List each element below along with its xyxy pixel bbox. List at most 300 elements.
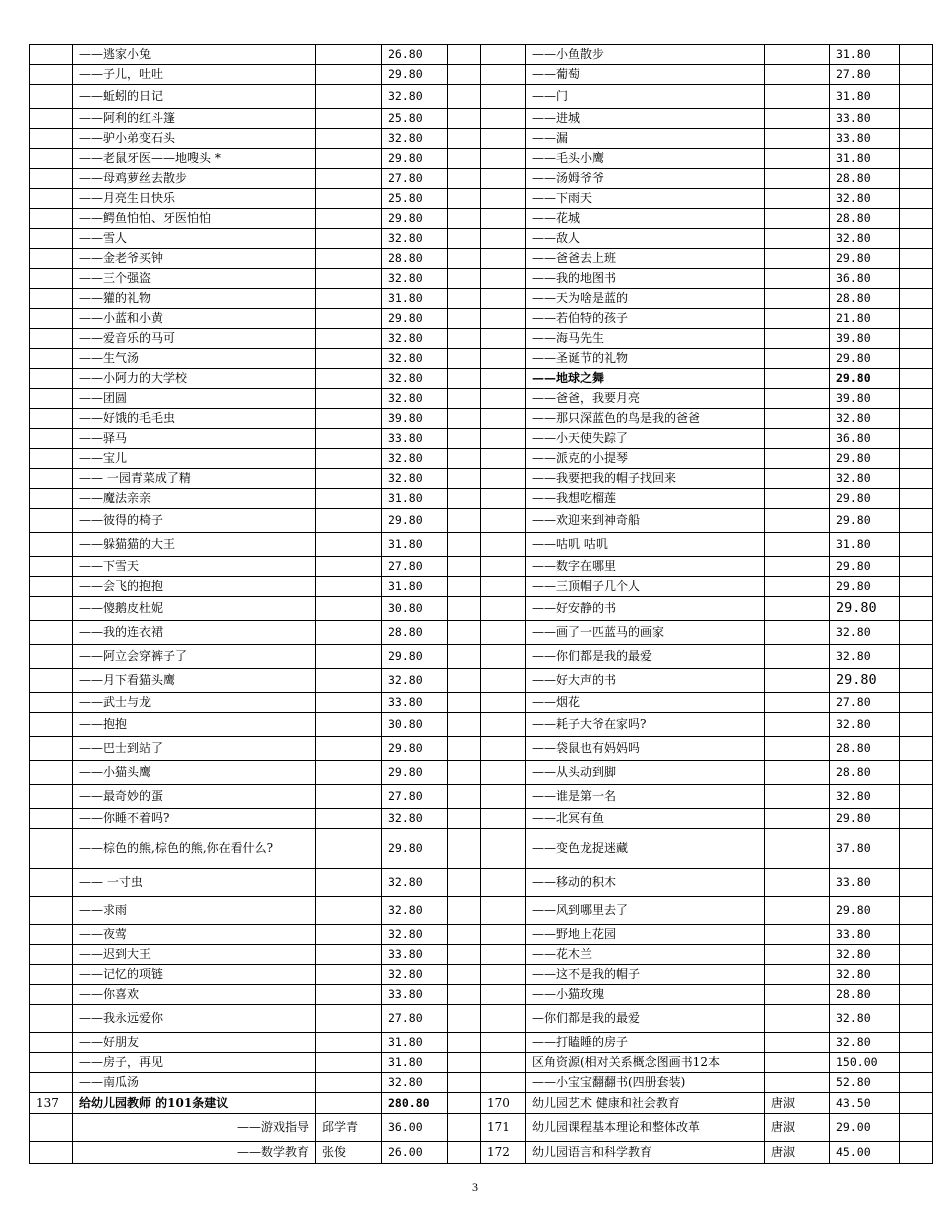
right-author-cell [765,577,830,597]
right-title-cell: 幼儿园艺术 健康和社会教育 [526,1093,765,1114]
left-author-cell [316,249,382,269]
table-row [30,109,933,129]
table-row [30,669,933,693]
left-blank-cell [448,369,481,389]
left-number-cell [30,85,73,109]
right-author-cell [765,509,830,533]
left-blank-cell [448,409,481,429]
left-author-cell [316,669,382,693]
right-title-cell: ——移动的积木 [526,869,765,897]
left-blank-cell [448,449,481,469]
right-number-cell [481,369,526,389]
left-number-cell [30,65,73,85]
right-author-cell [765,369,830,389]
left-price-cell: 26.80 [382,45,448,65]
table-row [30,129,933,149]
right-number-cell [481,621,526,645]
right-number-cell [481,329,526,349]
right-blank-cell [900,737,933,761]
left-author-cell [316,149,382,169]
left-price-cell: 31.80 [382,1053,448,1073]
left-blank-cell [448,1093,481,1114]
left-blank-cell [448,309,481,329]
right-title-cell: ——那只深蓝色的鸟是我的爸爸 [526,409,765,429]
right-price-cell: 36.80 [830,429,900,449]
right-author-cell [765,597,830,621]
left-title-cell: ——好饿的毛毛虫 [73,409,316,429]
right-price-cell: 29.80 [830,557,900,577]
right-blank-cell [900,869,933,897]
left-title-cell: ——下雪天 [73,557,316,577]
left-price-cell: 39.80 [382,409,448,429]
left-title-cell: ——金老爷买钟 [73,249,316,269]
right-price-cell: 33.80 [830,925,900,945]
right-price-cell: 29.80 [830,449,900,469]
table-row [30,269,933,289]
right-number-cell [481,693,526,713]
right-blank-cell [900,621,933,645]
right-blank-cell [900,597,933,621]
right-price-cell: 32.80 [830,785,900,809]
left-title-cell: ——子儿，吐吐 [73,65,316,85]
left-author-cell [316,1005,382,1033]
left-price-cell: 31.80 [382,577,448,597]
right-blank-cell [900,985,933,1005]
right-title-cell: ——漏 [526,129,765,149]
left-number-cell [30,309,73,329]
right-title-cell: ——小鱼散步 [526,45,765,65]
left-number-cell [30,809,73,829]
right-blank-cell [900,1142,933,1164]
left-number-cell [30,1114,73,1142]
right-number-cell [481,469,526,489]
right-price-cell: 32.80 [830,409,900,429]
left-title-cell: ——蚯蚓的日记 [73,85,316,109]
right-author-cell [765,469,830,489]
left-blank-cell [448,209,481,229]
left-blank-cell [448,737,481,761]
right-author-cell [765,389,830,409]
left-title-cell: 给幼儿园教师 的101条建议 [73,1093,316,1114]
right-price-cell: 150.00 [830,1053,900,1073]
right-blank-cell [900,1114,933,1142]
right-number-cell [481,45,526,65]
right-number-cell [481,925,526,945]
left-title-cell: ——好朋友 [73,1033,316,1053]
left-author-cell [316,509,382,533]
left-blank-cell [448,289,481,309]
left-author-cell [316,45,382,65]
left-blank-cell [448,169,481,189]
right-blank-cell [900,897,933,925]
right-title-cell: 区角资源(相对关系概念图画书12本 [526,1053,765,1073]
left-number-cell [30,429,73,449]
right-number-cell [481,509,526,533]
left-title-cell: ——你睡不着吗? [73,809,316,829]
left-author-cell [316,189,382,209]
left-title-cell: ——房子，再见 [73,1053,316,1073]
right-author-cell [765,409,830,429]
right-title-cell: 幼儿园课程基本理论和整体改革 [526,1114,765,1142]
left-title-cell: ——武士与龙 [73,693,316,713]
right-author-cell [765,229,830,249]
left-title-cell: ——爱音乐的马可 [73,329,316,349]
right-price-cell: 32.80 [830,189,900,209]
right-blank-cell [900,85,933,109]
right-author-cell: 唐淑 [765,1142,830,1164]
right-author-cell [765,669,830,693]
right-title-cell: ——欢迎来到神奇船 [526,509,765,533]
right-blank-cell [900,169,933,189]
right-price-cell: 33.80 [830,869,900,897]
table-row [30,737,933,761]
right-number-cell [481,1053,526,1073]
left-author-cell [316,289,382,309]
left-price-cell: 29.80 [382,645,448,669]
right-title-cell: ——好大声的书 [526,669,765,693]
right-blank-cell [900,269,933,289]
right-blank-cell [900,829,933,869]
right-price-cell: 29.80 [830,369,900,389]
table-row [30,489,933,509]
left-price-cell: 32.80 [382,85,448,109]
right-title-cell: ——你们都是我的最爱 [526,645,765,669]
left-author-cell [316,557,382,577]
left-price-cell: 32.80 [382,897,448,925]
table-row [30,577,933,597]
left-title-cell: ——阿立会穿裤子了 [73,645,316,669]
right-number-cell [481,65,526,85]
left-blank-cell [448,1114,481,1142]
left-price-cell: 32.80 [382,349,448,369]
left-blank-cell [448,809,481,829]
right-number-cell [481,409,526,429]
left-number-cell [30,449,73,469]
right-author-cell [765,45,830,65]
left-author-cell [316,129,382,149]
left-author-cell [316,369,382,389]
right-number-cell [481,129,526,149]
right-title-cell: ——袋鼠也有妈妈吗 [526,737,765,761]
table-row [30,65,933,85]
right-blank-cell [900,289,933,309]
left-number-cell [30,209,73,229]
right-number-cell [481,869,526,897]
left-title-cell: ——逃家小兔 [73,45,316,65]
left-author-cell [316,533,382,557]
right-number-cell [481,597,526,621]
left-author-cell [316,169,382,189]
left-price-cell: 32.80 [382,329,448,349]
left-number-cell [30,557,73,577]
left-title-cell: ——会飞的抱抱 [73,577,316,597]
left-title-cell: —— 一寸虫 [73,869,316,897]
right-title-cell: ——野地上花园 [526,925,765,945]
right-author-cell [765,129,830,149]
left-price-cell: 280.80 [382,1093,448,1114]
right-title-cell: ——天为啥是蓝的 [526,289,765,309]
right-author-cell [765,533,830,557]
right-title-cell: ——地球之舞 [526,369,765,389]
right-blank-cell [900,785,933,809]
left-price-cell: 25.80 [382,189,448,209]
right-number-cell [481,269,526,289]
right-title-cell: ——爸爸，我要月亮 [526,389,765,409]
left-blank-cell [448,965,481,985]
right-number-cell: 171 [481,1114,526,1142]
table-row [30,309,933,329]
left-author-cell [316,693,382,713]
right-title-cell: ——我想吃榴莲 [526,489,765,509]
left-number-cell [30,1073,73,1093]
left-blank-cell [448,945,481,965]
left-blank-cell [448,129,481,149]
left-price-cell: 27.80 [382,557,448,577]
left-price-cell: 28.80 [382,621,448,645]
left-number-cell [30,109,73,129]
right-blank-cell [900,45,933,65]
right-author-cell [765,985,830,1005]
left-title-cell: ——宝儿 [73,449,316,469]
left-number-cell [30,925,73,945]
left-author-cell [316,309,382,329]
table-row [30,1053,933,1073]
right-price-cell: 29.00 [830,1114,900,1142]
left-author-cell [316,597,382,621]
right-author-cell [765,309,830,329]
left-author-cell [316,469,382,489]
right-blank-cell [900,1033,933,1053]
right-price-cell: 27.80 [830,65,900,85]
left-title-cell: ——巴士到站了 [73,737,316,761]
left-price-cell: 33.80 [382,945,448,965]
right-price-cell: 29.80 [830,597,900,621]
right-blank-cell [900,229,933,249]
right-blank-cell [900,645,933,669]
table-row [30,409,933,429]
left-number-cell [30,45,73,65]
right-author-cell [765,1005,830,1033]
table-row [30,149,933,169]
right-title-cell: ——这不是我的帽子 [526,965,765,985]
right-blank-cell [900,449,933,469]
table-row [30,449,933,469]
right-number-cell [481,945,526,965]
right-number-cell [481,1033,526,1053]
left-number-cell [30,985,73,1005]
left-title-cell: ——傻鹅皮杜妮 [73,597,316,621]
left-title-cell: ——獾的礼物 [73,289,316,309]
right-price-cell: 31.80 [830,149,900,169]
left-author-cell [316,109,382,129]
table-row [30,557,933,577]
right-price-cell: 28.80 [830,169,900,189]
left-title-cell: ——小蓝和小黄 [73,309,316,329]
right-blank-cell [900,965,933,985]
right-price-cell: 31.80 [830,45,900,65]
left-price-cell: 28.80 [382,249,448,269]
right-author-cell [765,1053,830,1073]
right-title-cell: ——三顶帽子几个人 [526,577,765,597]
right-blank-cell [900,129,933,149]
left-number-cell [30,149,73,169]
left-author-cell [316,761,382,785]
left-price-cell: 27.80 [382,169,448,189]
left-author-cell [316,713,382,737]
left-blank-cell [448,621,481,645]
left-number-cell [30,189,73,209]
left-price-cell: 32.80 [382,269,448,289]
right-blank-cell [900,693,933,713]
table-row [30,645,933,669]
left-title-cell: ——棕色的熊,棕色的熊,你在看什么? [73,829,316,869]
table-row [30,985,933,1005]
right-number-cell [481,489,526,509]
right-price-cell: 28.80 [830,289,900,309]
right-number-cell [481,1073,526,1093]
left-author-cell [316,1033,382,1053]
right-price-cell: 28.80 [830,985,900,1005]
left-price-cell: 29.80 [382,737,448,761]
left-blank-cell [448,829,481,869]
left-number-cell [30,409,73,429]
left-blank-cell [448,45,481,65]
right-price-cell: 29.80 [830,669,900,693]
left-blank-cell [448,597,481,621]
right-title-cell: ——打瞌睡的房子 [526,1033,765,1053]
right-blank-cell [900,429,933,449]
left-title-cell: ——你喜欢 [73,985,316,1005]
right-author-cell [765,897,830,925]
right-blank-cell [900,945,933,965]
right-author-cell [765,1033,830,1053]
left-blank-cell [448,785,481,809]
table-row [30,965,933,985]
right-author-cell [765,289,830,309]
left-blank-cell [448,713,481,737]
table-row [30,869,933,897]
left-blank-cell [448,509,481,533]
right-author-cell [765,149,830,169]
left-number-cell [30,713,73,737]
left-author-cell [316,489,382,509]
left-title-cell: —— 一园青菜成了精 [73,469,316,489]
table-body [30,45,933,1164]
right-author-cell [765,621,830,645]
right-blank-cell [900,761,933,785]
right-number-cell [481,349,526,369]
right-blank-cell [900,925,933,945]
left-blank-cell [448,85,481,109]
table-row [30,329,933,349]
left-title-cell: ——夜莺 [73,925,316,945]
left-number-cell [30,945,73,965]
left-number-cell [30,389,73,409]
left-price-cell: 36.00 [382,1114,448,1142]
book-price-table [29,44,933,1164]
right-title-cell: ——画了一匹蓝马的画家 [526,621,765,645]
right-price-cell: 29.80 [830,349,900,369]
right-title-cell: ——谁是第一名 [526,785,765,809]
left-blank-cell [448,149,481,169]
left-title-cell: ——鳄鱼怕怕、牙医怕怕 [73,209,316,229]
table-row [30,169,933,189]
right-price-cell: 27.80 [830,693,900,713]
left-author-cell [316,897,382,925]
right-author-cell [765,737,830,761]
left-price-cell: 32.80 [382,469,448,489]
left-author-cell [316,621,382,645]
left-title-cell: ——雪人 [73,229,316,249]
right-number-cell [481,209,526,229]
table-row [30,429,933,449]
left-blank-cell [448,1033,481,1053]
right-title-cell: —你们都是我的最爱 [526,1005,765,1033]
right-blank-cell [900,389,933,409]
right-price-cell: 31.80 [830,85,900,109]
left-price-cell: 32.80 [382,229,448,249]
right-blank-cell [900,209,933,229]
left-blank-cell [448,1005,481,1033]
left-blank-cell [448,65,481,85]
left-title-cell: ——魔法亲亲 [73,489,316,509]
table-row [30,533,933,557]
right-number-cell [481,85,526,109]
left-number-cell [30,1033,73,1053]
left-price-cell: 26.00 [382,1142,448,1164]
right-price-cell: 31.80 [830,533,900,557]
left-author-cell [316,1053,382,1073]
right-author-cell [765,209,830,229]
left-number-cell [30,597,73,621]
table-row [30,785,933,809]
right-number-cell [481,785,526,809]
left-title-cell: ——三个强盗 [73,269,316,289]
right-blank-cell [900,1093,933,1114]
right-title-cell: ——数字在哪里 [526,557,765,577]
left-price-cell: 29.80 [382,65,448,85]
left-number-cell [30,349,73,369]
left-title-cell: ——母鸡萝丝去散步 [73,169,316,189]
left-number-cell: 137 [30,1093,73,1114]
right-price-cell: 32.80 [830,621,900,645]
right-number-cell [481,289,526,309]
right-title-cell: ——北冥有鱼 [526,809,765,829]
right-number-cell [481,429,526,449]
left-title-cell: ——驴小弟变石头 [73,129,316,149]
left-number-cell [30,329,73,349]
left-number-cell [30,785,73,809]
left-blank-cell [448,269,481,289]
left-blank-cell [448,985,481,1005]
left-price-cell: 25.80 [382,109,448,129]
right-blank-cell [900,249,933,269]
left-number-cell [30,669,73,693]
table-row [30,1005,933,1033]
right-author-cell: 唐淑 [765,1114,830,1142]
right-number-cell [481,897,526,925]
left-title-cell: ——我的连衣裙 [73,621,316,645]
table-row [30,809,933,829]
left-number-cell [30,693,73,713]
right-title-cell: ——好安静的书 [526,597,765,621]
right-number-cell: 172 [481,1142,526,1164]
right-author-cell [765,785,830,809]
left-number-cell [30,869,73,897]
left-number-cell [30,533,73,557]
left-number-cell [30,829,73,869]
right-price-cell: 32.80 [830,945,900,965]
